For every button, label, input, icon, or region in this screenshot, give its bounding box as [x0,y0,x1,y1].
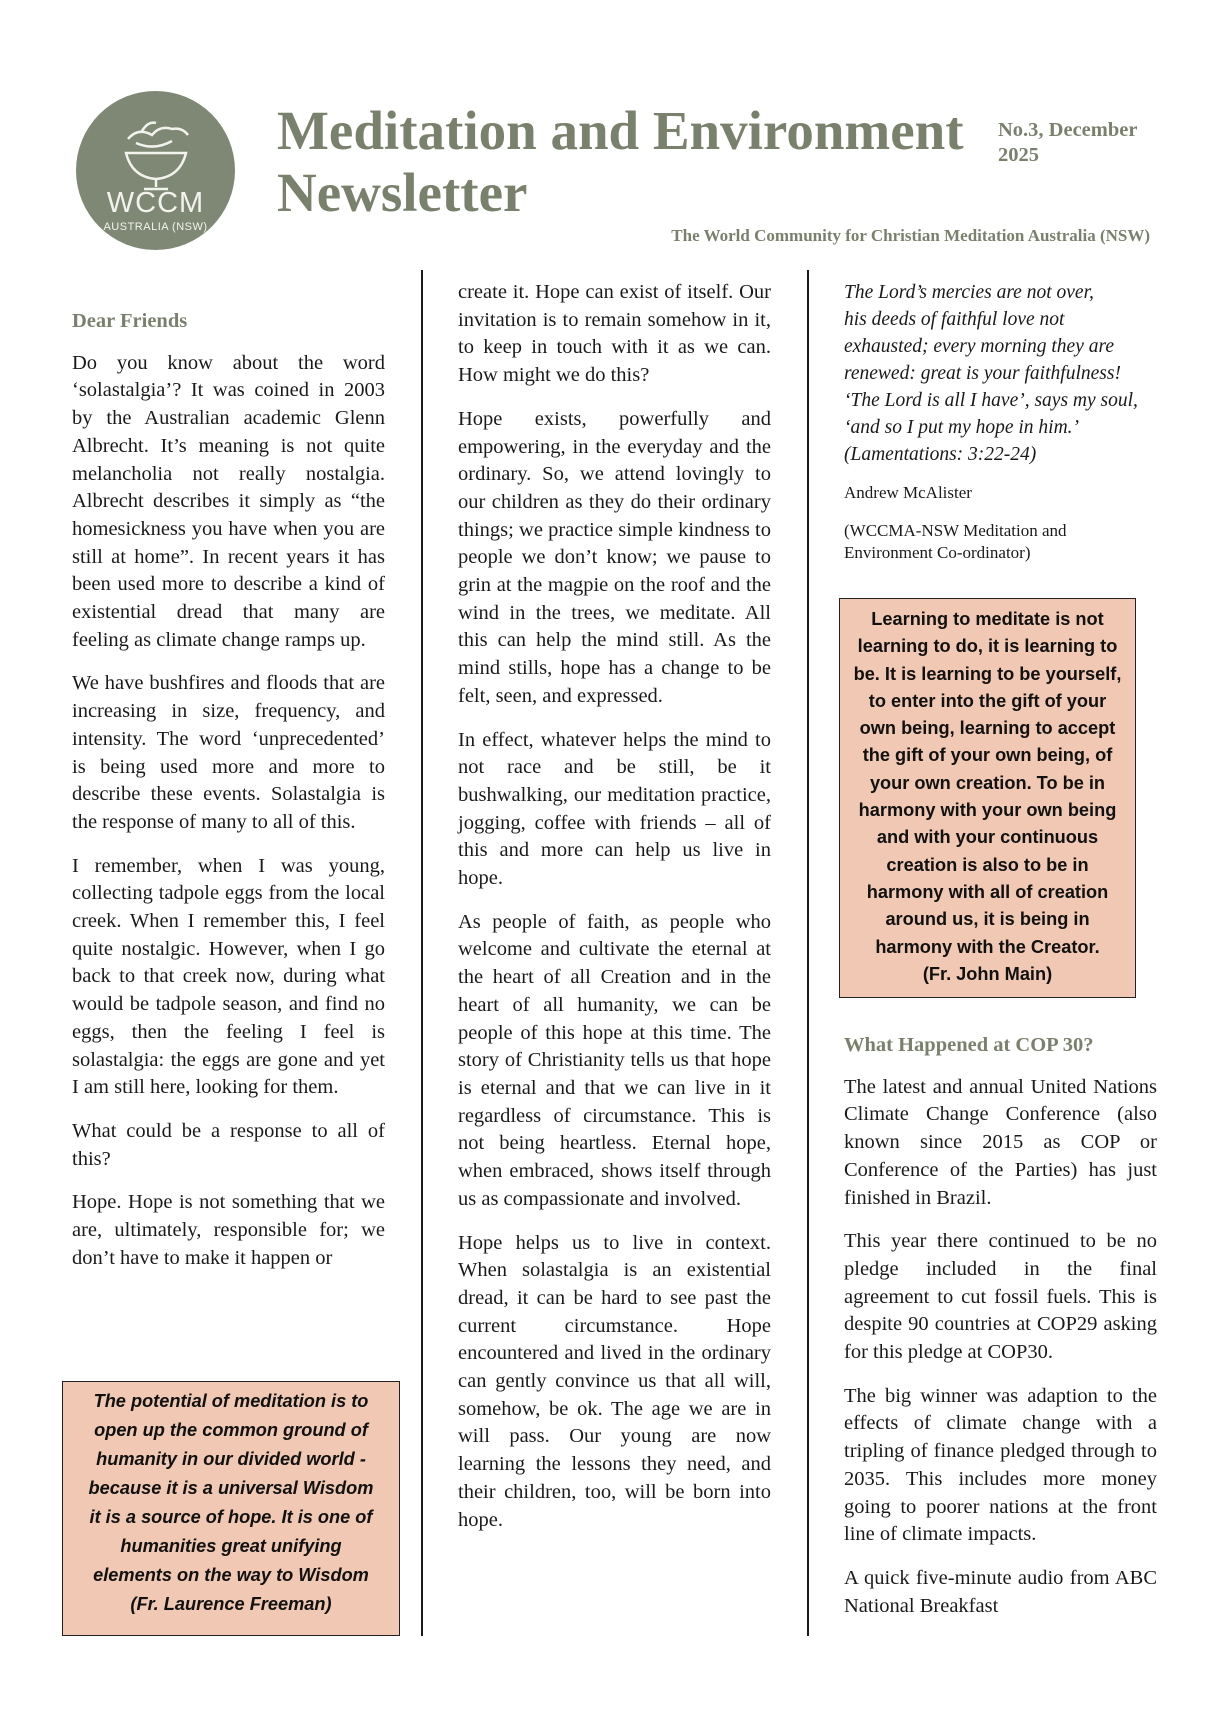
paragraph: This year there continued to be no pledge included in the final agreement to cut fossil fuels. This is despite 90 countries at COP29 asking for this pledge at COP30. [844,1230,1157,1364]
main-quote-box [839,598,1136,998]
quote-line: and with your continuous [876,827,1099,848]
paragraph: We have bushfires and floods that are increasing in size, frequency, and intensity. The word ‘unprecedented’ is being used more and more to describe these events. Solastalgia is the response of many to all of this. [72,672,385,833]
column-3 [844,279,1157,580]
column-1 [72,308,385,1289]
scripture-line: ‘The Lord is all I have’, says my soul, [844,390,1138,411]
quote-attribution: (Fr. John Main) [922,963,1053,984]
title-line-2: Newsletter [277,162,528,223]
quote-line: around us, it is being in [885,909,1090,930]
logo-subtitle: AUSTRALIA (NSW) [103,221,208,233]
quote-line: be. It is learning to be yourself, [853,663,1122,684]
paragraph: A quick five-minute audio from ABC National Breakfast [844,1566,1157,1617]
paragraph: The big winner was adaption to the effects of climate change with a tripling of finance pledged through to 2035. This includes more money going to poorer nations at the front line of climate impacts. [844,1384,1157,1546]
scripture-line: his deeds of faithful love not [844,309,1065,330]
quote-line: learning to do, it is learning to [857,636,1118,657]
quote-line: humanity in our divided world - [96,1449,366,1469]
title-line-1: Meditation and Environment [277,100,964,161]
freeman-quote-box [62,1381,400,1636]
scripture-line: ‘and so I put my hope in him.’ [844,417,1080,438]
organisation-name: The World Community for Christian Meditation Australia (NSW) [671,226,1150,245]
issue-line-2: 2025 [998,144,1039,166]
column-divider-2 [807,270,809,1636]
paragraph: create it. Hope can exist of itself. Our invitation is to remain somehow in it, to keep in touch with it as we can. How might we do this? [458,281,771,387]
scripture-line: renewed: great is your faithfulness! [844,363,1121,384]
column-divider-1 [421,270,423,1636]
issue-line-1: No.3, December [998,119,1138,141]
scripture-line: exhausted; every morning they are [844,336,1115,357]
paragraph: Hope. Hope is not something that we are, ultimately, responsible for; we don’t have to make it happen or [72,1191,385,1269]
quote-line: the gift of your own being, of [862,745,1113,766]
quote-line: open up the common ground of [94,1420,368,1440]
cop30-section [844,1032,1157,1636]
paragraph: In effect, whatever helps the mind to not race and be still, be it bushwalking, our meditation practice, jogging, coffee with friends – all of this and more can help us live in hope. [458,728,771,890]
column-2 [458,279,771,1550]
quote-line: own being, learning to accept [859,718,1116,739]
newsletter-title [277,100,977,224]
scripture-reference: (Lamentations: 3:22-24) [844,444,1037,465]
quote-line: because it is a universal Wisdom [88,1478,374,1498]
quote-line: harmony with your own being [858,800,1117,821]
scripture-quote [844,279,1157,468]
wccm-logo [76,91,235,250]
quote-line: harmony with the Creator. [875,936,1100,957]
issue-number [998,118,1198,168]
cop30-heading: What Happened at COP 30? [844,1034,1094,1056]
paragraph: The latest and annual United Nations Climate Change Conference (also known since 2015 as COP or Conference of the Parties) has just finished in Brazil. [844,1075,1157,1209]
quote-line: to enter into the gift of your [868,690,1107,711]
quote-line: The potential of meditation is to [93,1391,369,1411]
paragraph: Hope exists, powerfully and empowering, in the everyday and the ordinary. So, we attend lovingly to our children as they do their ordinary things; we practice simple kindness to people we don’t know; we pause to grin at the magpie on the roof and the wind in the trees, we meditate. All this can help the mind still. As the mind stills, hope has a change to be felt, seen, and expressed. [458,407,771,707]
quote-line: Learning to meditate is not [871,609,1104,629]
author-role: (WCCMA-NSW Meditation and Environment Co-ordinator) [844,521,1067,562]
quote-line: elements on the way to Wisdom [93,1565,369,1585]
paragraph: Hope helps us to live in context. When solastalgia is an existential dread, it can be hard to see past the current circumstance. Hope encountered and lived in the ordinary can gently convince us that all will, somehow, be ok. The age we are in will pass. Our young are now learning the lessons they need, and their children, too, will be born into hope. [458,1231,771,1531]
greeting-heading: Dear Friends [72,310,188,332]
quote-line: humanities great unifying [120,1536,342,1556]
quote-line: harmony with all of creation [866,881,1109,902]
quote-line: it is a source of hope. It is one of [89,1507,373,1527]
author-name: Andrew McAlister [844,483,972,502]
quote-line: creation is also to be in [886,854,1089,875]
paragraph: As people of faith, as people who welcome and cultivate the eternal at the heart of all Creation and in the heart of all humanity, we can be people of this hope at this time. The story of Christianity tells us that hope is eternal and that we can live in it regardless of circumstance. This is not being heartless. Eternal hope, when embraced, shows itself through us as compassionate and involved. [458,910,771,1210]
quote-attribution: (Fr. Laurence Freeman) [130,1594,332,1614]
quote-line: your own creation. To be in [869,772,1106,793]
scripture-line: The Lord’s mercies are not over, [844,282,1094,303]
paragraph: Do you know about the word ‘solastalgia’? It was coined in 2003 by the Australian academic Glenn Albrecht. It’s meaning is not quite melancholia not really nostalgia. Albrecht describes it simply as “the homesickness you have when you are still at home”. In recent years it has been used more to describe a kind of existential dread that many are feeling as climate change ramps up. [72,351,385,651]
paragraph: I remember, when I was young, collecting tadpole eggs from the local creek. When I remember this, I feel quite nostalgic. However, when I go back to that creek now, during what would be tadpole season, and find no eggs, then the feeling I feel is solastalgia: the eggs are gone and yet I am still here, looking for them. [72,854,385,1099]
logo-wordmark: WCCM [106,187,205,219]
paragraph: What could be a response to all of this? [72,1119,385,1170]
